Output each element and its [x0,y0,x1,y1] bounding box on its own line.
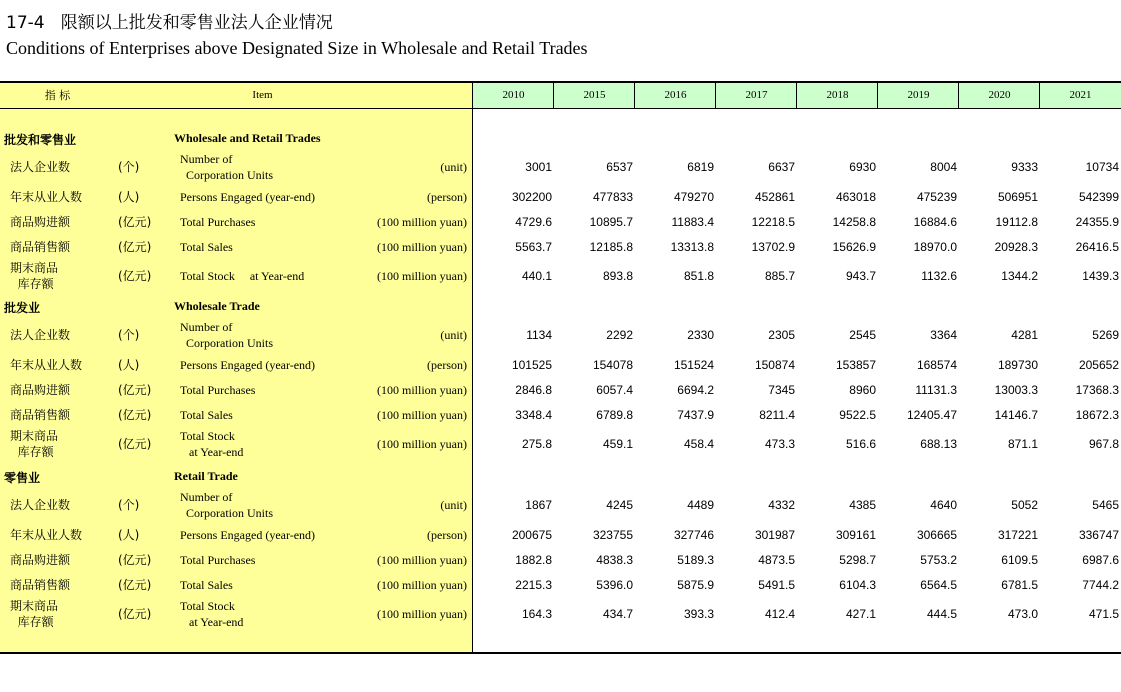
table-cell: 13313.8 [670,240,714,254]
table-cell: 10734 [1085,160,1119,174]
table-cell: 11131.3 [915,383,957,397]
table-cell: 1132.6 [921,269,957,283]
row-unit-en: (person) [427,358,467,372]
table-cell: 3364 [930,328,957,342]
table-cell: 4838.3 [596,553,633,567]
row-label-en: Total Stock [180,429,235,443]
table-cell: 2330 [687,328,714,342]
table-cell: 463018 [835,190,876,204]
table-cell: 151524 [673,358,714,372]
row-unit-cn: (亿元) [118,215,152,229]
table-cell: 473.0 [1007,607,1038,621]
table-cell: 2292 [606,328,633,342]
table-cell: 2545 [849,328,876,342]
row-unit-en: (100 million yuan) [377,578,467,592]
table-cell: 967.8 [1088,437,1119,451]
row-label-en: Number of [180,320,233,334]
header-year: 2018 [826,89,849,101]
table-cell: 327746 [673,528,714,542]
table-cell: 4281 [1011,328,1038,342]
header-year: 2021 [1069,89,1092,101]
row-unit-cn: (人) [118,358,140,372]
table-cell: 8211.4 [759,408,795,422]
table-cell: 5753.2 [920,553,957,567]
row-label-en: Persons Engaged (year-end) [180,190,316,204]
row-unit-en: (unit) [440,160,467,174]
table-cell: 101525 [511,358,552,372]
table-cell: 434.7 [602,607,633,621]
table-cell: 323755 [592,528,633,542]
table-cell: 5396.0 [596,578,633,592]
table-cell: 10895.7 [589,215,633,229]
table-cell: 2215.3 [515,578,552,592]
table-cell: 7437.9 [677,408,714,422]
row-label-cn: 商品销售额 [10,578,71,592]
row-label-en: Total Sales [180,240,233,254]
table-cell: 4385 [849,498,876,512]
row-unit-en: (100 million yuan) [377,215,467,229]
table-cell: 8004 [930,160,957,174]
table-cell: 154078 [592,358,633,372]
row-unit-en: (100 million yuan) [377,607,467,621]
row-unit-en: (person) [427,528,467,542]
table-cell: 18970.0 [913,240,957,254]
row-label-en: Persons Engaged (year-end) [180,358,316,372]
row-unit-en: (100 million yuan) [377,408,467,422]
table-cell: 26416.5 [1075,240,1119,254]
table-cell: 479270 [673,190,714,204]
table-cell: 9522.5 [839,408,876,422]
table-cell: 336747 [1078,528,1119,542]
row-label-cn: 年末从业人数 [10,528,83,542]
row-unit-en: (100 million yuan) [377,269,467,283]
row-unit-en: (unit) [440,328,467,342]
table-cell: 477833 [592,190,633,204]
row-label-cn: 年末从业人数 [10,190,83,204]
table-cell: 16884.6 [913,215,957,229]
section-title-en: Wholesale and Retail Trades [174,131,321,145]
row-unit-cn: (亿元) [118,553,152,567]
section-title-en: Wholesale Trade [174,299,260,313]
row-label-cn: 期末商品 [10,599,59,613]
table-cell: 688.13 [920,437,957,451]
header-indicator: 指 标 [44,89,71,102]
row-unit-en: (100 million yuan) [377,437,467,451]
row-label-cn: 期末商品 [10,261,59,275]
table-cell: 2846.8 [515,383,552,397]
table-cell: 5465 [1092,498,1119,512]
table-cell: 459.1 [602,437,633,451]
row-label-en: Corporation Units [180,336,273,350]
row-unit-en: (unit) [440,498,467,512]
year-divider [553,82,554,109]
table-cell: 542399 [1078,190,1119,204]
table-cell: 4640 [930,498,957,512]
table-cell: 13702.9 [751,240,795,254]
table-cell: 943.7 [845,269,876,283]
table-cell: 452861 [754,190,795,204]
row-label-cn: 法人企业数 [10,328,71,342]
table-cell: 5269 [1092,328,1119,342]
row-unit-cn: (亿元) [118,437,152,451]
table-cell: 7744.2 [1082,578,1119,592]
table-cell: 150874 [754,358,795,372]
table-cell: 6564.5 [920,578,957,592]
table-cell: 5875.9 [677,578,714,592]
table-cell: 205652 [1078,358,1119,372]
row-unit-cn: (亿元) [118,578,152,592]
row-label-en: Corporation Units [180,168,273,182]
table-cell: 412.4 [764,607,795,621]
table-cell: 516.6 [845,437,876,451]
row-label-en: Total Purchases [180,215,256,229]
row-unit-cn: (个) [118,498,140,512]
table-cell: 153857 [835,358,876,372]
row-unit-en: (100 million yuan) [377,383,467,397]
section-title-cn: 批发业 [4,301,41,315]
table-cell: 471.5 [1088,607,1119,621]
table-cell: 4873.5 [758,553,795,567]
table-cell: 4489 [687,498,714,512]
table-cell: 1882.8 [515,553,552,567]
table-cell: 6637 [768,160,795,174]
row-label-en: Total Sales [180,578,233,592]
year-divider [634,82,635,109]
table-cell: 6537 [606,160,633,174]
table-cell: 18672.3 [1075,408,1119,422]
table-cell: 200675 [511,528,552,542]
header-year: 2020 [988,89,1011,101]
table-cell: 6930 [849,160,876,174]
table-cell: 427.1 [845,607,876,621]
table-cell: 885.7 [764,269,795,283]
row-label-cn: 年末从业人数 [10,358,83,372]
section-title-cn: 零售业 [4,471,41,485]
table-cell: 3348.4 [515,408,552,422]
table-title-en: Conditions of Enterprises above Designated Size in Wholesale and Retail Trades [6,38,588,58]
table-cell: 8960 [849,383,876,397]
table-cell: 189730 [997,358,1038,372]
table-cell: 6789.8 [596,408,633,422]
table-cell: 1439.3 [1082,269,1119,283]
row-label-en: Total Stock at Year-end [180,269,305,283]
header-year: 2015 [583,89,606,101]
table-cell: 3001 [525,160,552,174]
table-cell: 458.4 [683,437,714,451]
year-divider [715,82,716,109]
table-cell: 317221 [997,528,1038,542]
table-cell: 9333 [1011,160,1038,174]
row-label-en: Number of [180,490,233,504]
section-title-en: Retail Trade [174,469,238,483]
row-label-en: Persons Engaged (year-end) [180,528,316,542]
table-cell: 475239 [916,190,957,204]
table-cell: 275.8 [521,437,552,451]
table-cell: 164.3 [521,607,552,621]
table-title-cn: 17-4 限额以上批发和零售业法人企业情况 [6,13,333,33]
row-label-cn: 库存额 [10,615,54,629]
table-cell: 6781.5 [1001,578,1038,592]
header-year: 2010 [502,89,525,101]
table-cell: 851.8 [683,269,714,283]
row-label-cn: 法人企业数 [10,498,71,512]
table-cell: 5052 [1011,498,1038,512]
table-cell: 871.1 [1007,437,1038,451]
row-unit-cn: (人) [118,528,140,542]
header-year: 2019 [907,89,930,101]
table-cell: 168574 [916,358,957,372]
row-unit-cn: (亿元) [118,408,152,422]
year-divider [796,82,797,109]
table-cell: 6104.3 [839,578,876,592]
table-cell: 7345 [768,383,795,397]
table-cell: 4729.6 [515,215,552,229]
row-label-en: at Year-end [180,615,244,629]
table-cell: 5491.5 [758,578,795,592]
year-divider [877,82,878,109]
row-label-cn: 期末商品 [10,429,59,443]
row-label-cn: 商品购进额 [10,553,71,567]
table-cell: 12405.47 [906,408,957,422]
row-label-en: Total Purchases [180,383,256,397]
row-label-cn: 商品购进额 [10,383,71,397]
table-cell: 13003.3 [994,383,1038,397]
table-cell: 4332 [768,498,795,512]
table-cell: 17368.3 [1075,383,1119,397]
table-cell: 12218.5 [751,215,795,229]
row-unit-cn: (亿元) [118,269,152,283]
table-cell: 393.3 [683,607,714,621]
table-cell: 506951 [997,190,1038,204]
table-cell: 6057.4 [596,383,633,397]
row-unit-cn: (个) [118,160,140,174]
row-label-cn: 商品销售额 [10,240,71,254]
table-cell: 302200 [511,190,552,204]
row-unit-cn: (亿元) [118,607,152,621]
table-cell: 6109.5 [1001,553,1038,567]
table-cell: 19112.8 [995,215,1038,229]
row-unit-cn: (人) [118,190,140,204]
row-label-en: Total Stock [180,599,235,613]
table-cell: 12185.8 [589,240,633,254]
bottom-rule [0,652,1121,654]
table-cell: 1867 [525,498,552,512]
row-label-en: Corporation Units [180,506,273,520]
year-divider [958,82,959,109]
row-label-en: Total Purchases [180,553,256,567]
row-unit-en: (100 million yuan) [377,240,467,254]
row-label-en: Total Sales [180,408,233,422]
table-cell: 5298.7 [839,553,876,567]
header-item: Item [252,89,273,101]
header-year: 2016 [664,89,687,101]
table-cell: 306665 [916,528,957,542]
table-cell: 1344.2 [1001,269,1038,283]
row-unit-en: (person) [427,190,467,204]
table-cell: 11883.4 [671,215,714,229]
table-cell: 24355.9 [1075,215,1119,229]
table-cell: 473.3 [764,437,795,451]
row-unit-cn: (个) [118,328,140,342]
row-label-cn: 商品销售额 [10,408,71,422]
row-unit-en: (100 million yuan) [377,553,467,567]
table-cell: 1134 [526,328,552,342]
row-label-cn: 库存额 [10,445,54,459]
table-cell: 14258.8 [832,215,876,229]
table-cell: 2305 [768,328,795,342]
row-label-cn: 商品购进额 [10,215,71,229]
row-label-cn: 库存额 [10,277,54,291]
table-cell: 6694.2 [677,383,714,397]
table-cell: 6987.6 [1082,553,1119,567]
table-cell: 893.8 [602,269,633,283]
table-cell: 444.5 [926,607,957,621]
row-label-en: Number of [180,152,233,166]
header-year: 2017 [745,89,768,101]
table-cell: 4245 [606,498,633,512]
table-cell: 5189.3 [677,553,714,567]
table-cell: 15626.9 [832,240,876,254]
row-unit-cn: (亿元) [118,383,152,397]
table-cell: 5563.7 [515,240,552,254]
row-label-cn: 法人企业数 [10,160,71,174]
section-title-cn: 批发和零售业 [4,133,77,147]
table-cell: 14146.7 [994,408,1038,422]
table-cell: 309161 [835,528,876,542]
table-cell: 301987 [754,528,795,542]
table-cell: 20928.3 [994,240,1038,254]
row-unit-cn: (亿元) [118,240,152,254]
row-label-en: at Year-end [180,445,244,459]
table-cell: 6819 [687,160,714,174]
year-divider [1039,82,1040,109]
table-cell: 440.1 [521,269,552,283]
